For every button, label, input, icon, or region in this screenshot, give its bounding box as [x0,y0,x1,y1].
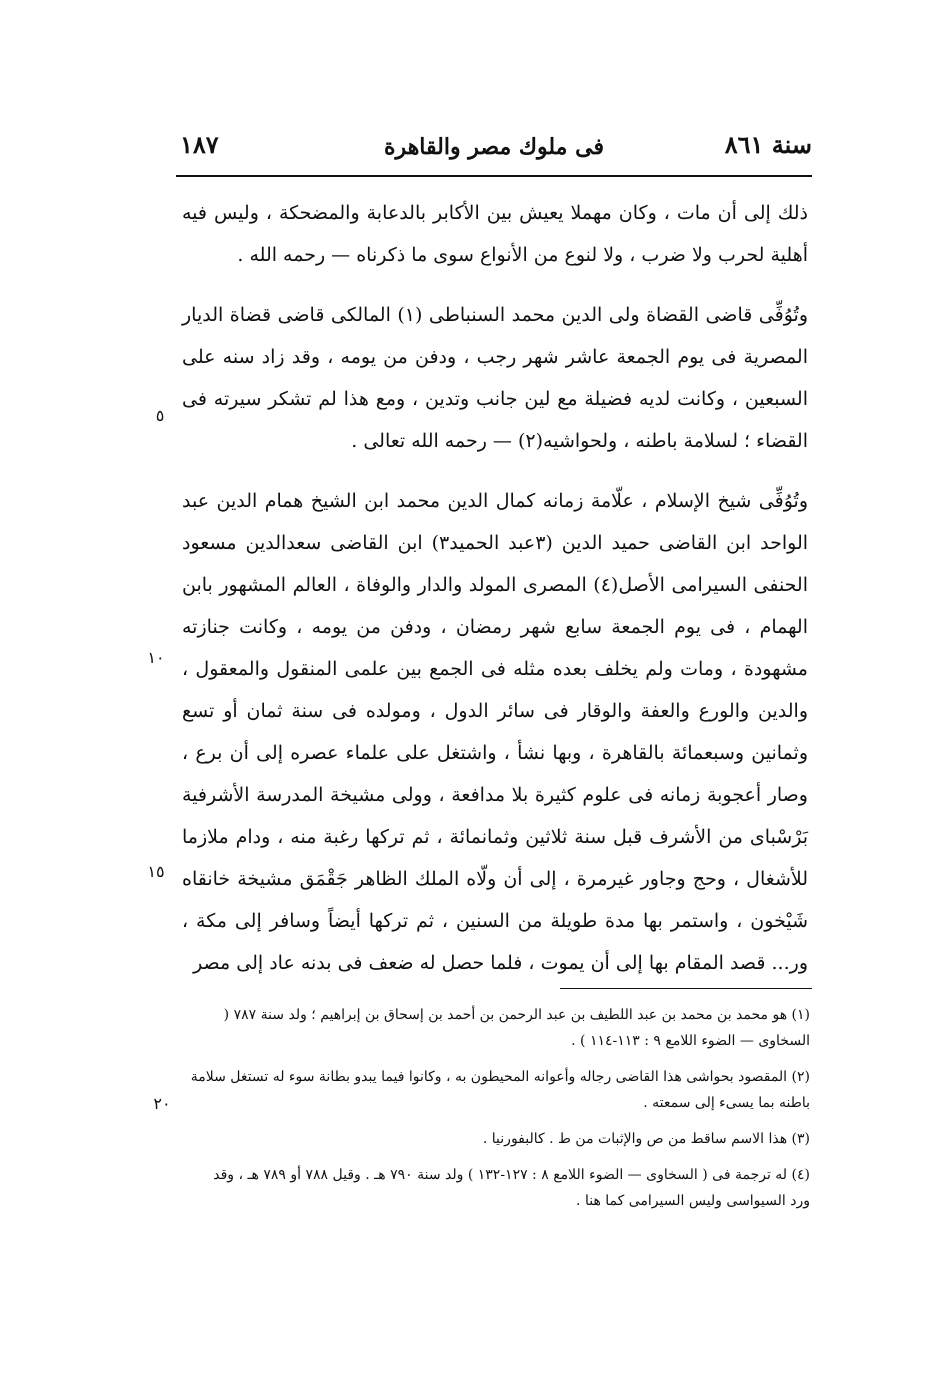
footnote-4: (٤) له ترجمة فى ( السخاوى — الضوء اللامع ٨ : ١٢٧-١٣٢ ) ولد سنة ٧٩٠ هـ . وقيل ٧٨٨ أو ٧٨٩ هـ ، وقد ورد السيواسى وليس السيرامى كما هنا . [213,1167,810,1209]
margin-line-number-10: ١٠ [147,648,165,667]
footnote-rule [560,988,812,989]
footnote-2: (٢) المقصود بحواشى هذا القاضى رجاله وأعوانه المحيطون به ، وكانوا فيما يبدو بطانة سوء له تستغل سلامة باطنه بما يسىء إلى سمعته . [190,1069,810,1111]
footnote-3: (٣) هذا الاسم ساقط من ص والإثبات من ط . كالبفورنيا . [482,1131,810,1147]
footnote-1: (١) هو محمد بن محمد بن عبد اللطيف بن عبد الرحمن بن أحمد بن إسحاق بن إبراهيم ؛ ولد سنة ٧٨٧ ( السخاوى — الضوء اللامع ٩ : ١١٣-١١٤ ) . [223,1007,810,1049]
header-year: سنة ٨٦١ [724,130,812,159]
header-rule [176,175,812,177]
margin-line-number-20: ٢٠ [153,1094,171,1113]
main-text [182,192,808,984]
running-header [176,126,812,172]
paragraph-1: ذلك إلى أن مات ، وكان مهملا يعيش بين الأكابر بالدعابة والمضحكة ، وليس فيه أهلية لحرب ولا ضرب ، ولا لنوع من الأنواع سوى ما ذكرناه — رحمه الله . [182,202,808,266]
paragraph-2: وتُوُفِّى قاضى القضاة ولى الدين محمد السنباطى (١) المالكى قاضى قضاة الديار المصرية فى يوم الجمعة عاشر شهر رجب ، ودفن من يومه ، وقد زاد سنه على السبعين ، وكانت لديه فضيلة مع لين جانب وتدين ، ومع هذا لم تشكر سيرته فى القضاء ؛ لسلامة باطنه ، ولحواشيه(٢) — رحمه الله تعالى . [182,304,809,452]
paragraph-3: وتُوُفِّى شيخ الإسلام ، علّامة زمانه كمال الدين محمد ابن الشيخ همام الدين عبد الواحد ابن القاضى حميد الدين (٣عبد الحميد٣) ابن القاضى سعدالدين مسعود الحنفى السيرامى الأصل(٤) المصرى المولد والدار والوفاة ، العالم المشهور بابن الهمام ، فى يوم الجمعة سابع شهر رمضان ، ودفن من يومه ، وكانت جنازته مشهودة ، ومات ولم يخلف بعده مثله فى الجمع بين علمى المنقول والمعقول ، والدين والورع والعفة والوقار فى سائر الدول ، ومولده فى سنة ثمان أو تسع وثمانين وسبعمائة بالقاهرة ، وبها نشأ ، واشتغل على علماء عصره إلى أن برع ، وصار أعجوبة زمانه فى علوم كثيرة بلا مدافعة ، وولى مشيخة المدرسة الأشرفية بَرْسْباى من الأشرف قبل سنة ثلاثين وثمانمائة ، ثم تركها رغبة منه ، ودام ملازما للأشغال ، وحج وجاور غيرمرة ، إلى أن ولّاه الملك الظاهر جَقْمَق مشيخة خانقاه شَيْخون ، واستمر بها مدة طويلة من السنين ، ثم تركها أيضاً وسافر إلى مكة ، ور... قصد المقام بها إلى أن يموت ، فلما حصل له ضعف فى بدنه عاد إلى مصر [182,490,809,974]
margin-line-number-5: ٥ [155,406,165,425]
footnotes [190,1002,810,1224]
page-number: ١٨٧ [180,130,219,159]
margin-line-number-15: ١٥ [147,862,165,881]
header-title: فى ملوك مصر والقاهرة [384,134,604,160]
